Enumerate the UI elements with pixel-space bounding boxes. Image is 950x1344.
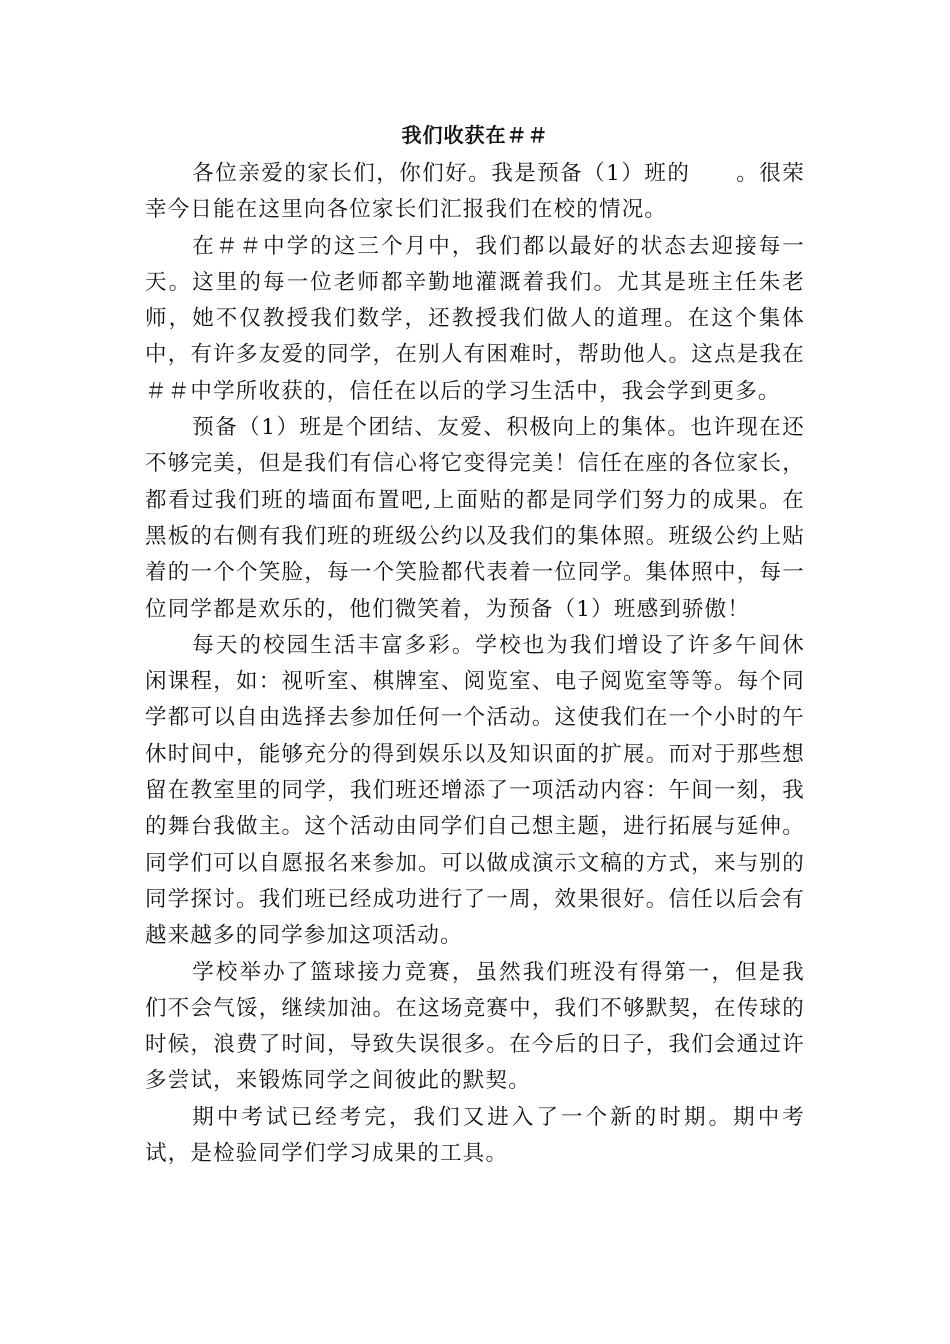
paragraph-greeting: 各位亲爱的家长们，你们好。我是预备（1）班的 。很荣幸今日能在这里向各位家长们汇报我们在校的情况。 <box>145 161 805 223</box>
document-title: 我们收获在＃＃ <box>401 123 549 147</box>
paragraph-campus-life: 每天的校园生活丰富多彩。学校也为我们增设了许多午间休闲课程，如：视听室、棋牌室、阅览室、电子阅览室等等。每个同学都可以自由选择去参加任何一个活动。这使我们在一个小时的午休时间中，能够充分的得到娱乐以及知识面的扩展。而对于那些想留在教室里的同学，我们班还增添了一项活动内容：午间一刻，我的舞台我做主。这个活动由同学们自己想主题，进行拓展与延伸。同学们可以自愿报名来参加。可以做成演示文稿的方式，来与别的同学探讨。我们班已经成功进行了一周，效果很好。信任以后会有越来越多的同学参加这项活动。 <box>145 632 805 949</box>
document-body <box>145 156 805 1172</box>
paragraph-class-collective: 预备（1）班是个团结、友爱、积极向上的集体。也许现在还不够完美，但是我们有信心将它变得完美！信任在座的各位家长，都看过我们班的墙面布置吧,上面贴的都是同学们努力的成果。在黑板的右侧有我们班的班级公约以及我们的集体照。班级公约上贴着的一个个笑脸，每一个笑脸都代表着一位同学。集体照中，每一位同学都是欢乐的，他们微笑着，为预备（1）班感到骄傲！ <box>145 415 805 622</box>
paragraph-three-months: 在＃＃中学的这三个月中，我们都以最好的状态去迎接每一天。这里的每一位老师都辛勤地灌溉着我们。尤其是班主任朱老师，她不仅教授我们数学，还教授我们做人的道理。在这个集体中，有许多友爱的同学，在别人有困难时，帮助他人。这点是我在＃＃中学所收获的，信任在以后的学习生活中，我会学到更多。 <box>145 233 805 404</box>
paragraph-basketball: 学校举办了篮球接力竞赛，虽然我们班没有得第一，但是我们不会气馁，继续加油。在这场竞赛中，我们不够默契，在传球的时候，浪费了时间，导致失误很多。在今后的日子，我们会通过许多尝试，来锻炼同学之间彼此的默契。 <box>145 959 805 1094</box>
paragraph-midterm: 期中考试已经考完，我们又进入了一个新的时期。期中考试，是检验同学们学习成果的工具。 <box>145 1104 805 1167</box>
